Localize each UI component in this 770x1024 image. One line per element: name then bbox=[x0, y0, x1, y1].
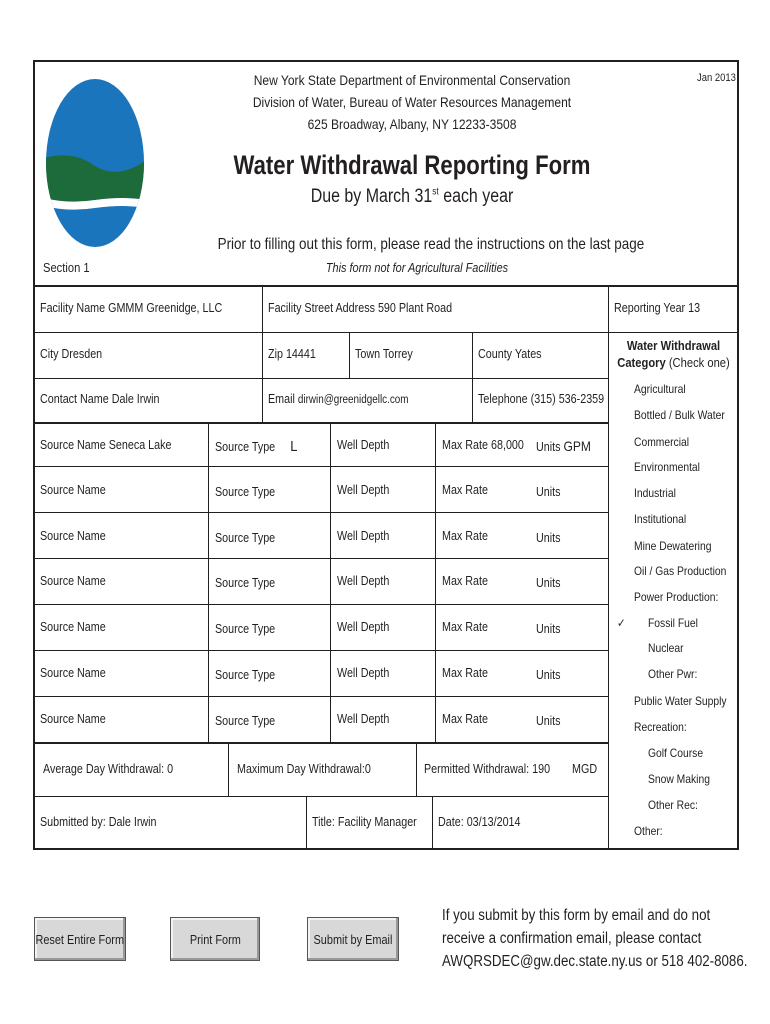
withdrawal-unit: MGD bbox=[572, 762, 598, 776]
source-name-field[interactable]: Source Name Seneca Lake bbox=[40, 438, 172, 452]
category-option[interactable]: Other: bbox=[634, 824, 663, 838]
email-field[interactable]: Email dirwin@greenidgellc.com bbox=[268, 392, 409, 406]
category-title: Water Withdrawal bbox=[626, 338, 721, 353]
category-option[interactable]: Bottled / Bulk Water bbox=[634, 408, 725, 422]
max-rate-field[interactable]: Max Rate bbox=[442, 574, 489, 588]
source-type-field[interactable]: Source Type bbox=[215, 576, 276, 590]
category-option[interactable]: Other Pwr: bbox=[648, 667, 698, 681]
category-subtitle: Category (Check one) bbox=[617, 355, 730, 370]
category-option[interactable]: Agricultural bbox=[634, 382, 686, 396]
source-name-field[interactable]: Source Name bbox=[40, 529, 106, 543]
category-option[interactable]: Nuclear bbox=[648, 641, 684, 655]
submit-email-button[interactable]: Submit by Email bbox=[307, 917, 399, 961]
max-rate-field[interactable]: Max Rate bbox=[442, 666, 489, 680]
max-rate-field[interactable]: Max Rate bbox=[442, 712, 489, 726]
division-name: Division of Water, Bureau of Water Resources Management bbox=[252, 94, 572, 110]
contact-name-field[interactable]: Contact Name Dale Irwin bbox=[40, 392, 160, 406]
category-option[interactable]: Mine Dewatering bbox=[634, 539, 712, 553]
telephone-field[interactable]: Telephone (315) 536-2359 bbox=[478, 392, 605, 406]
category-option[interactable]: Environmental bbox=[634, 460, 700, 474]
agency-name: New York State Department of Environmental Conservation bbox=[253, 72, 571, 88]
reset-form-button[interactable]: Reset Entire Form bbox=[34, 917, 126, 961]
category-option[interactable]: Industrial bbox=[634, 486, 676, 500]
form-revision: Jan 2013 bbox=[697, 72, 736, 84]
facility-name-field[interactable]: Facility Name GMMM Greenidge, LLC bbox=[40, 301, 223, 315]
units-field[interactable]: Units bbox=[536, 485, 561, 499]
source-name-field[interactable]: Source Name bbox=[40, 483, 106, 497]
category-option[interactable]: Institutional bbox=[634, 512, 687, 526]
maximum-day-withdrawal-field[interactable]: Maximum Day Withdrawal:0 bbox=[237, 762, 371, 776]
source-type-field[interactable]: Source Type bbox=[215, 668, 276, 682]
category-option[interactable]: Power Production: bbox=[634, 590, 719, 604]
units-field[interactable]: Units bbox=[536, 576, 561, 590]
max-rate-field[interactable]: Max Rate bbox=[442, 529, 489, 543]
well-depth-field[interactable]: Well Depth bbox=[337, 712, 390, 726]
category-option[interactable]: Recreation: bbox=[634, 720, 687, 734]
max-rate-field[interactable]: Max Rate bbox=[442, 483, 489, 497]
average-day-withdrawal-field[interactable]: Average Day Withdrawal: 0 bbox=[43, 762, 174, 776]
category-option[interactable]: Golf Course bbox=[648, 746, 704, 760]
category-option[interactable]: Fossil Fuel bbox=[648, 616, 698, 630]
reporting-year-field[interactable]: Reporting Year 13 bbox=[614, 301, 701, 315]
well-depth-field[interactable]: Well Depth bbox=[337, 438, 390, 452]
agency-address: 625 Broadway, Albany, NY 12233-3508 bbox=[307, 116, 517, 132]
source-type-field[interactable]: Source Type bbox=[215, 622, 276, 636]
due-date: Due by March 31st each year bbox=[310, 186, 514, 207]
source-type-field[interactable]: Source Type bbox=[215, 485, 276, 499]
city-field[interactable]: City Dresden bbox=[40, 347, 103, 361]
well-depth-field[interactable]: Well Depth bbox=[337, 529, 390, 543]
source-type-field[interactable]: Source Type L bbox=[215, 438, 298, 455]
category-option[interactable]: Commercial bbox=[634, 435, 690, 449]
check-mark-icon: ✓ bbox=[617, 616, 626, 630]
date-field[interactable]: Date: 03/13/2014 bbox=[438, 815, 521, 829]
facility-street-field[interactable]: Facility Street Address 590 Plant Road bbox=[268, 301, 453, 315]
source-type-field[interactable]: Source Type bbox=[215, 714, 276, 728]
source-name-field[interactable]: Source Name bbox=[40, 666, 106, 680]
source-name-field[interactable]: Source Name bbox=[40, 620, 106, 634]
max-rate-field[interactable]: Max Rate bbox=[442, 620, 489, 634]
print-form-button[interactable]: Print Form bbox=[170, 917, 260, 961]
section-label: Section 1 bbox=[43, 260, 90, 275]
submitted-by-field[interactable]: Submitted by: Dale Irwin bbox=[40, 815, 157, 829]
well-depth-field[interactable]: Well Depth bbox=[337, 483, 390, 497]
well-depth-field[interactable]: Well Depth bbox=[337, 574, 390, 588]
email-confirmation-note: If you submit by this form by email and do not receive a confirmation email, please contact AWQRSDEC@gw.dec.state.ny.us or 518 402-8086. bbox=[442, 907, 748, 970]
title-field[interactable]: Title: Facility Manager bbox=[312, 815, 417, 829]
category-option[interactable]: Oil / Gas Production bbox=[634, 564, 727, 578]
source-type-field[interactable]: Source Type bbox=[215, 531, 276, 545]
well-depth-field[interactable]: Well Depth bbox=[337, 666, 390, 680]
county-field[interactable]: County Yates bbox=[478, 347, 542, 361]
source-name-field[interactable]: Source Name bbox=[40, 574, 106, 588]
units-field[interactable]: Units GPM bbox=[536, 438, 591, 454]
zip-field[interactable]: Zip 14441 bbox=[268, 347, 316, 361]
source-name-field[interactable]: Source Name bbox=[40, 712, 106, 726]
well-depth-field[interactable]: Well Depth bbox=[337, 620, 390, 634]
form-title: Water Withdrawal Reporting Form bbox=[233, 150, 591, 180]
category-option[interactable]: Snow Making bbox=[648, 772, 710, 786]
not-agricultural-note: This form not for Agricultural Facilities bbox=[325, 260, 509, 275]
permitted-withdrawal-field[interactable]: Permitted Withdrawal: 190 bbox=[424, 762, 551, 776]
max-rate-field[interactable]: Max Rate 68,000 bbox=[442, 438, 524, 452]
units-field[interactable]: Units bbox=[536, 622, 561, 636]
units-field[interactable]: Units bbox=[536, 531, 561, 545]
units-field[interactable]: Units bbox=[536, 714, 561, 728]
category-option[interactable]: Other Rec: bbox=[648, 798, 698, 812]
units-field[interactable]: Units bbox=[536, 668, 561, 682]
instructions-note: Prior to filling out this form, please read the instructions on the last page bbox=[217, 236, 645, 253]
town-field[interactable]: Town Torrey bbox=[355, 347, 413, 361]
category-option[interactable]: Public Water Supply bbox=[634, 694, 727, 708]
